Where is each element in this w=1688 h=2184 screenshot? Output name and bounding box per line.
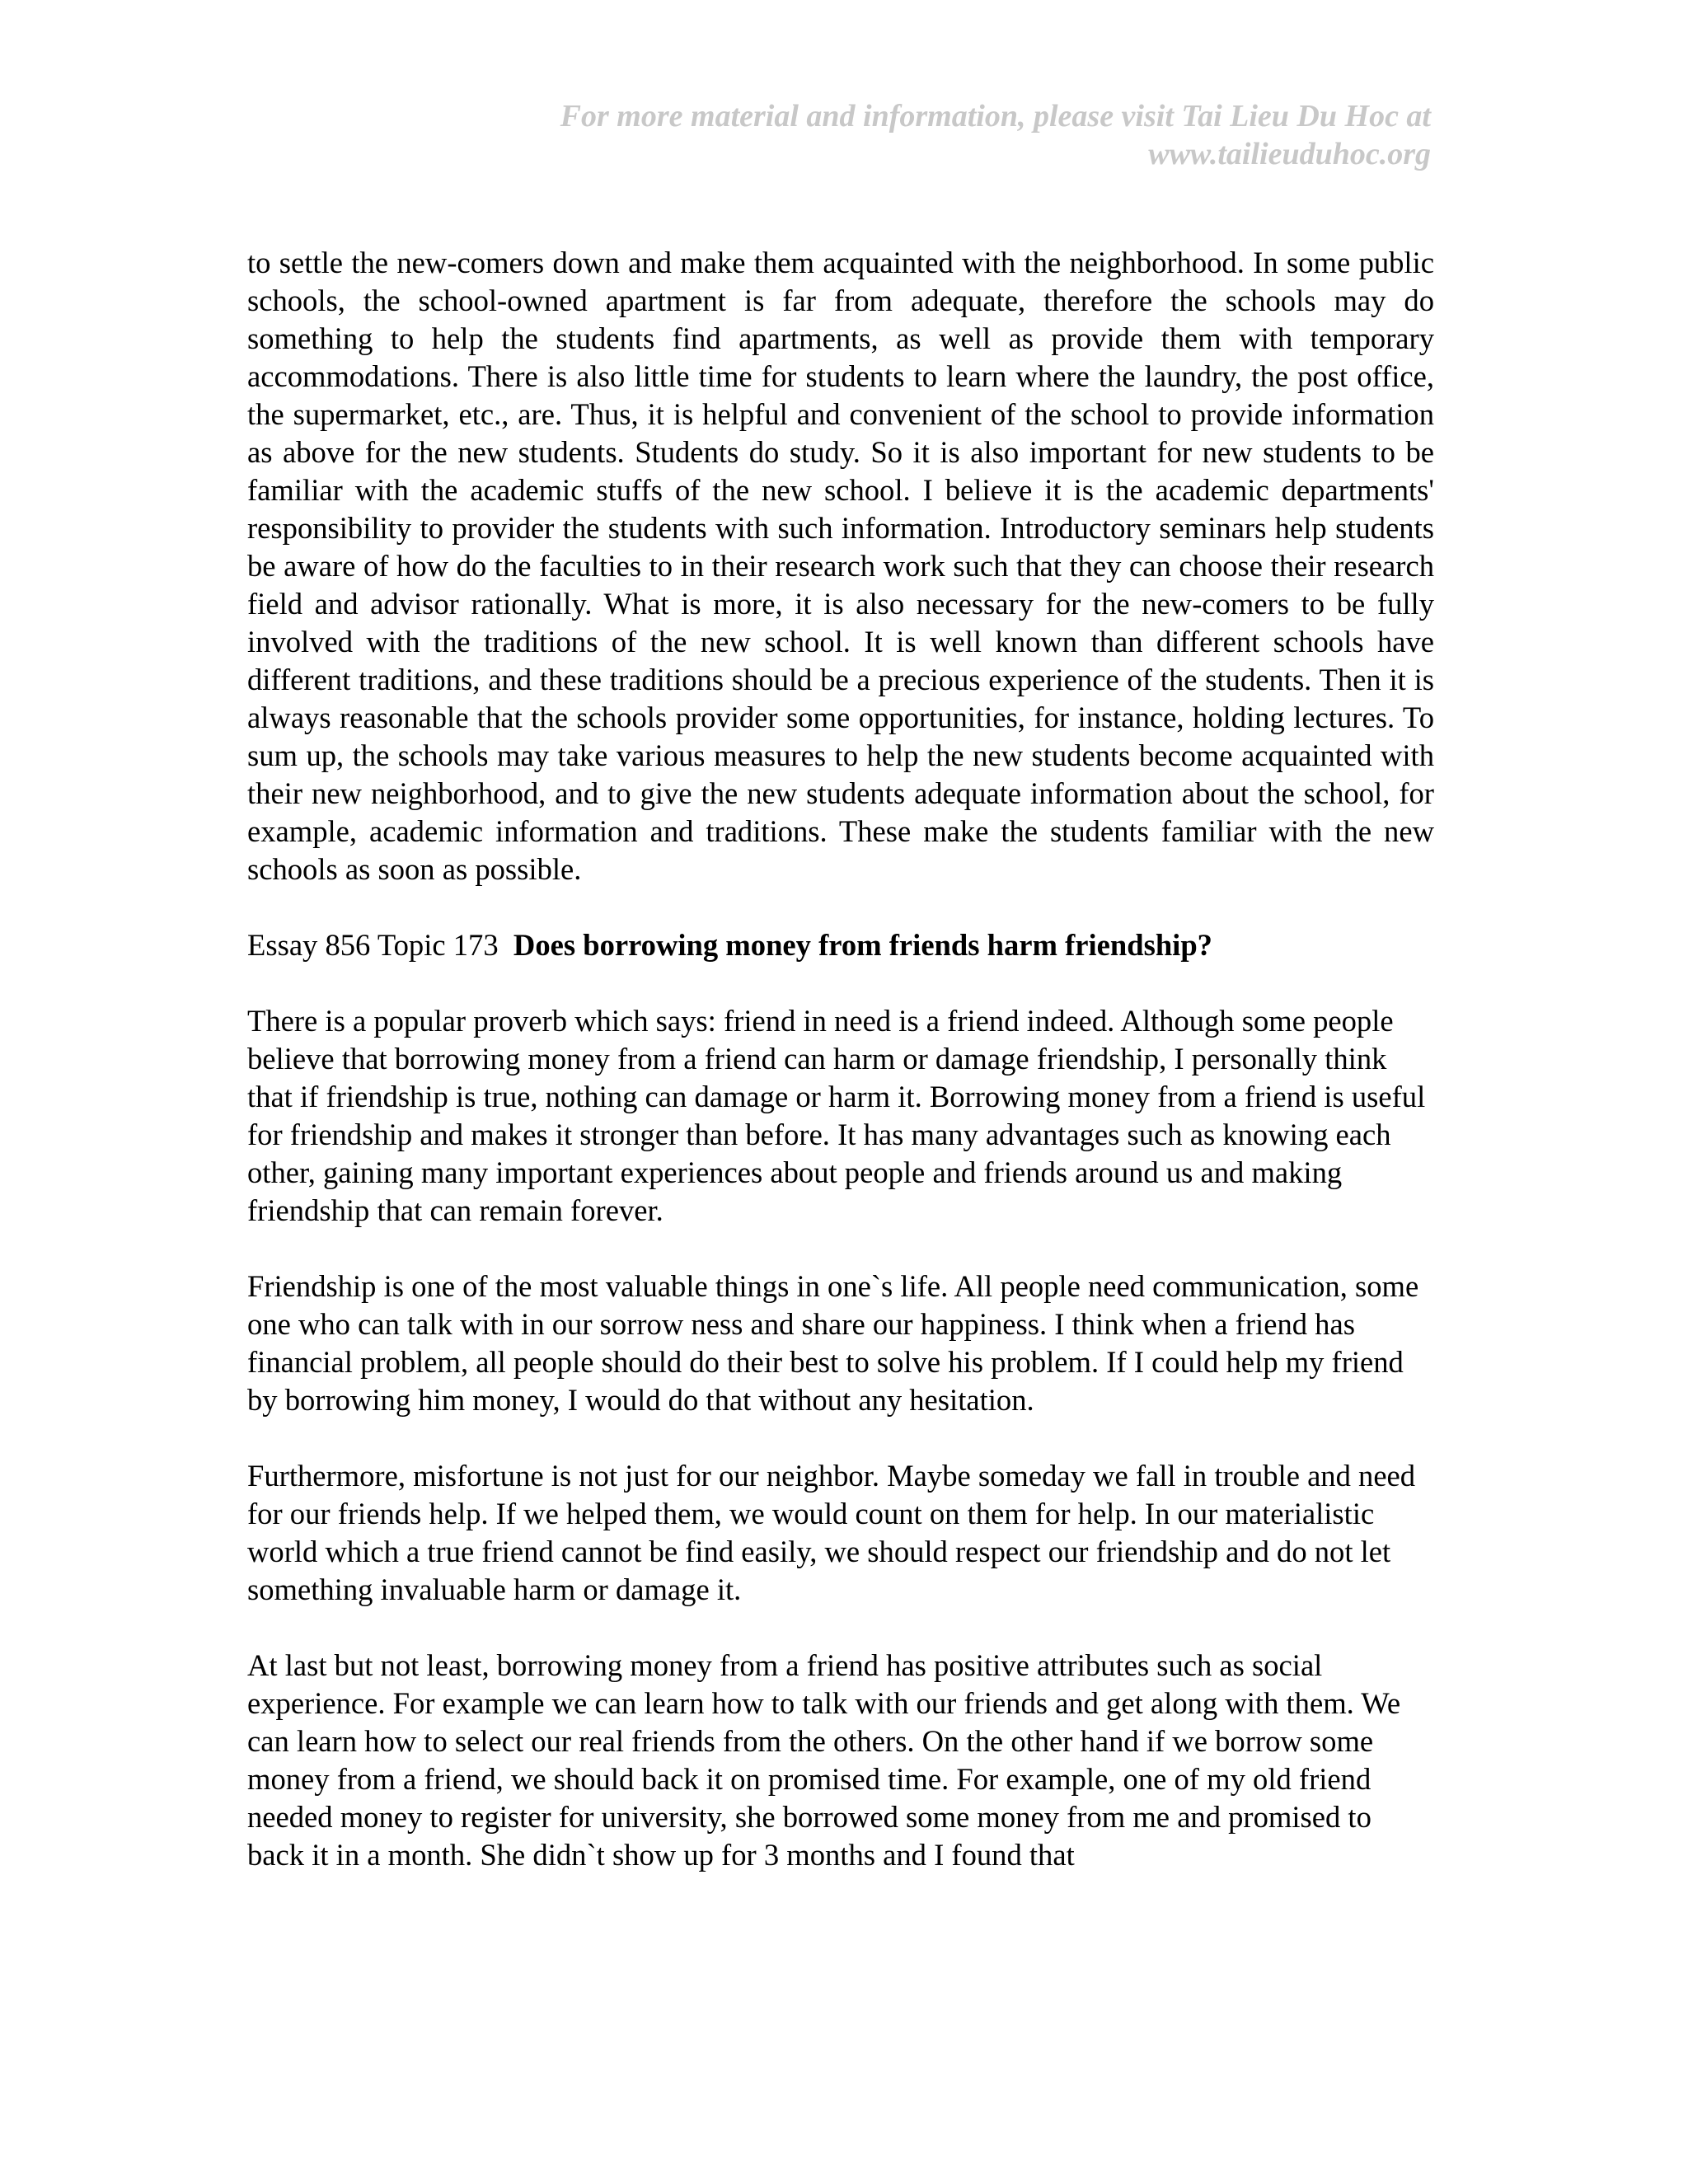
essay-paragraph-1: There is a popular proverb which says: friend in need is a friend indeed. Although some people believe that borrowing money from a friend can harm or damage friendship, I personally think that if friendship is true, nothing can damage or harm it. Borrowing money from a friend is useful for friendship and makes it stronger than before. It has many advantages such as knowing each other, gaining many important experiences about people and friends around us and making friendship that can remain forever. — [247, 1004, 1426, 1227]
essay-paragraph-3: Furthermore, misfortune is not just for our neighbor. Maybe someday we fall in trouble and need for our friends help. If we helped them, we would count on them for help. In our materialistic world which a true friend cannot be find easily, we should respect our friendship and do not let something invaluable harm or damage it. — [247, 1459, 1416, 1606]
intro-paragraph: to settle the new-comers down and make them acquainted with the neighborhood. In some public schools, the school-owned apartment is far from adequate, therefore the schools may do something to help the students find apartments, as well as provide them with temporary accommodations. There is also little time for students to learn where the laundry, the post office, the supermarket, etc., are. Thus, it is helpful and convenient of the school to provide information as above for the new students. Students do study. So it is also important for new students to be familiar with the academic stuffs of the new school. I believe it is the academic departments' responsibility to provider the students with such information. Introductory seminars help students be aware of how do the faculties to in their research work such that they can choose their research field and advisor rationally. What is more, it is also necessary for the new-comers to be fully involved with the traditions of the new school. It is well known than different schools have different traditions, and these traditions should be a precious experience of the students. Then it is always reasonable that the schools provider some opportunities, for instance, holding lectures. To sum up, the schools may take various measures to help the new students become acquainted with their new neighborhood, and to give the new students adequate information about the school, for example, academic information and traditions. These make the students familiar with the new schools as soon as possible. — [247, 246, 1434, 886]
header-line-2: www.tailieuduhoc.org — [1148, 137, 1431, 171]
essay-heading — [247, 926, 1434, 964]
header-line-1: For more material and information, please visit Tai Lieu Du Hoc at — [560, 99, 1431, 134]
essay-label: Essay 856 Topic 173 — [247, 928, 499, 962]
page-header-watermark — [442, 97, 1431, 173]
document-body — [247, 244, 1434, 1912]
essay-title: Does borrowing money from friends harm friendship? — [513, 928, 1212, 962]
essay-paragraph-4: At last but not least, borrowing money from a friend has positive attributes such as social experience. For example we can learn how to talk with our friends and get along with them. We can learn how to select our real friends from the others. On the other hand if we borrow some money from a friend, we should back it on promised time. For example, one of my old friend needed money to register for university, she borrowed some money from me and promised to back it in a month. She didn`t show up for 3 months and I found that — [247, 1648, 1401, 1872]
essay-paragraph-2: Friendship is one of the most valuable things in one`s life. All people need communication, some one who can talk with in our sorrow ness and share our happiness. I think when a friend has financial problem, all people should do their best to solve his problem. If I could help my friend by borrowing him money, I would do that without any hesitation. — [247, 1269, 1419, 1417]
